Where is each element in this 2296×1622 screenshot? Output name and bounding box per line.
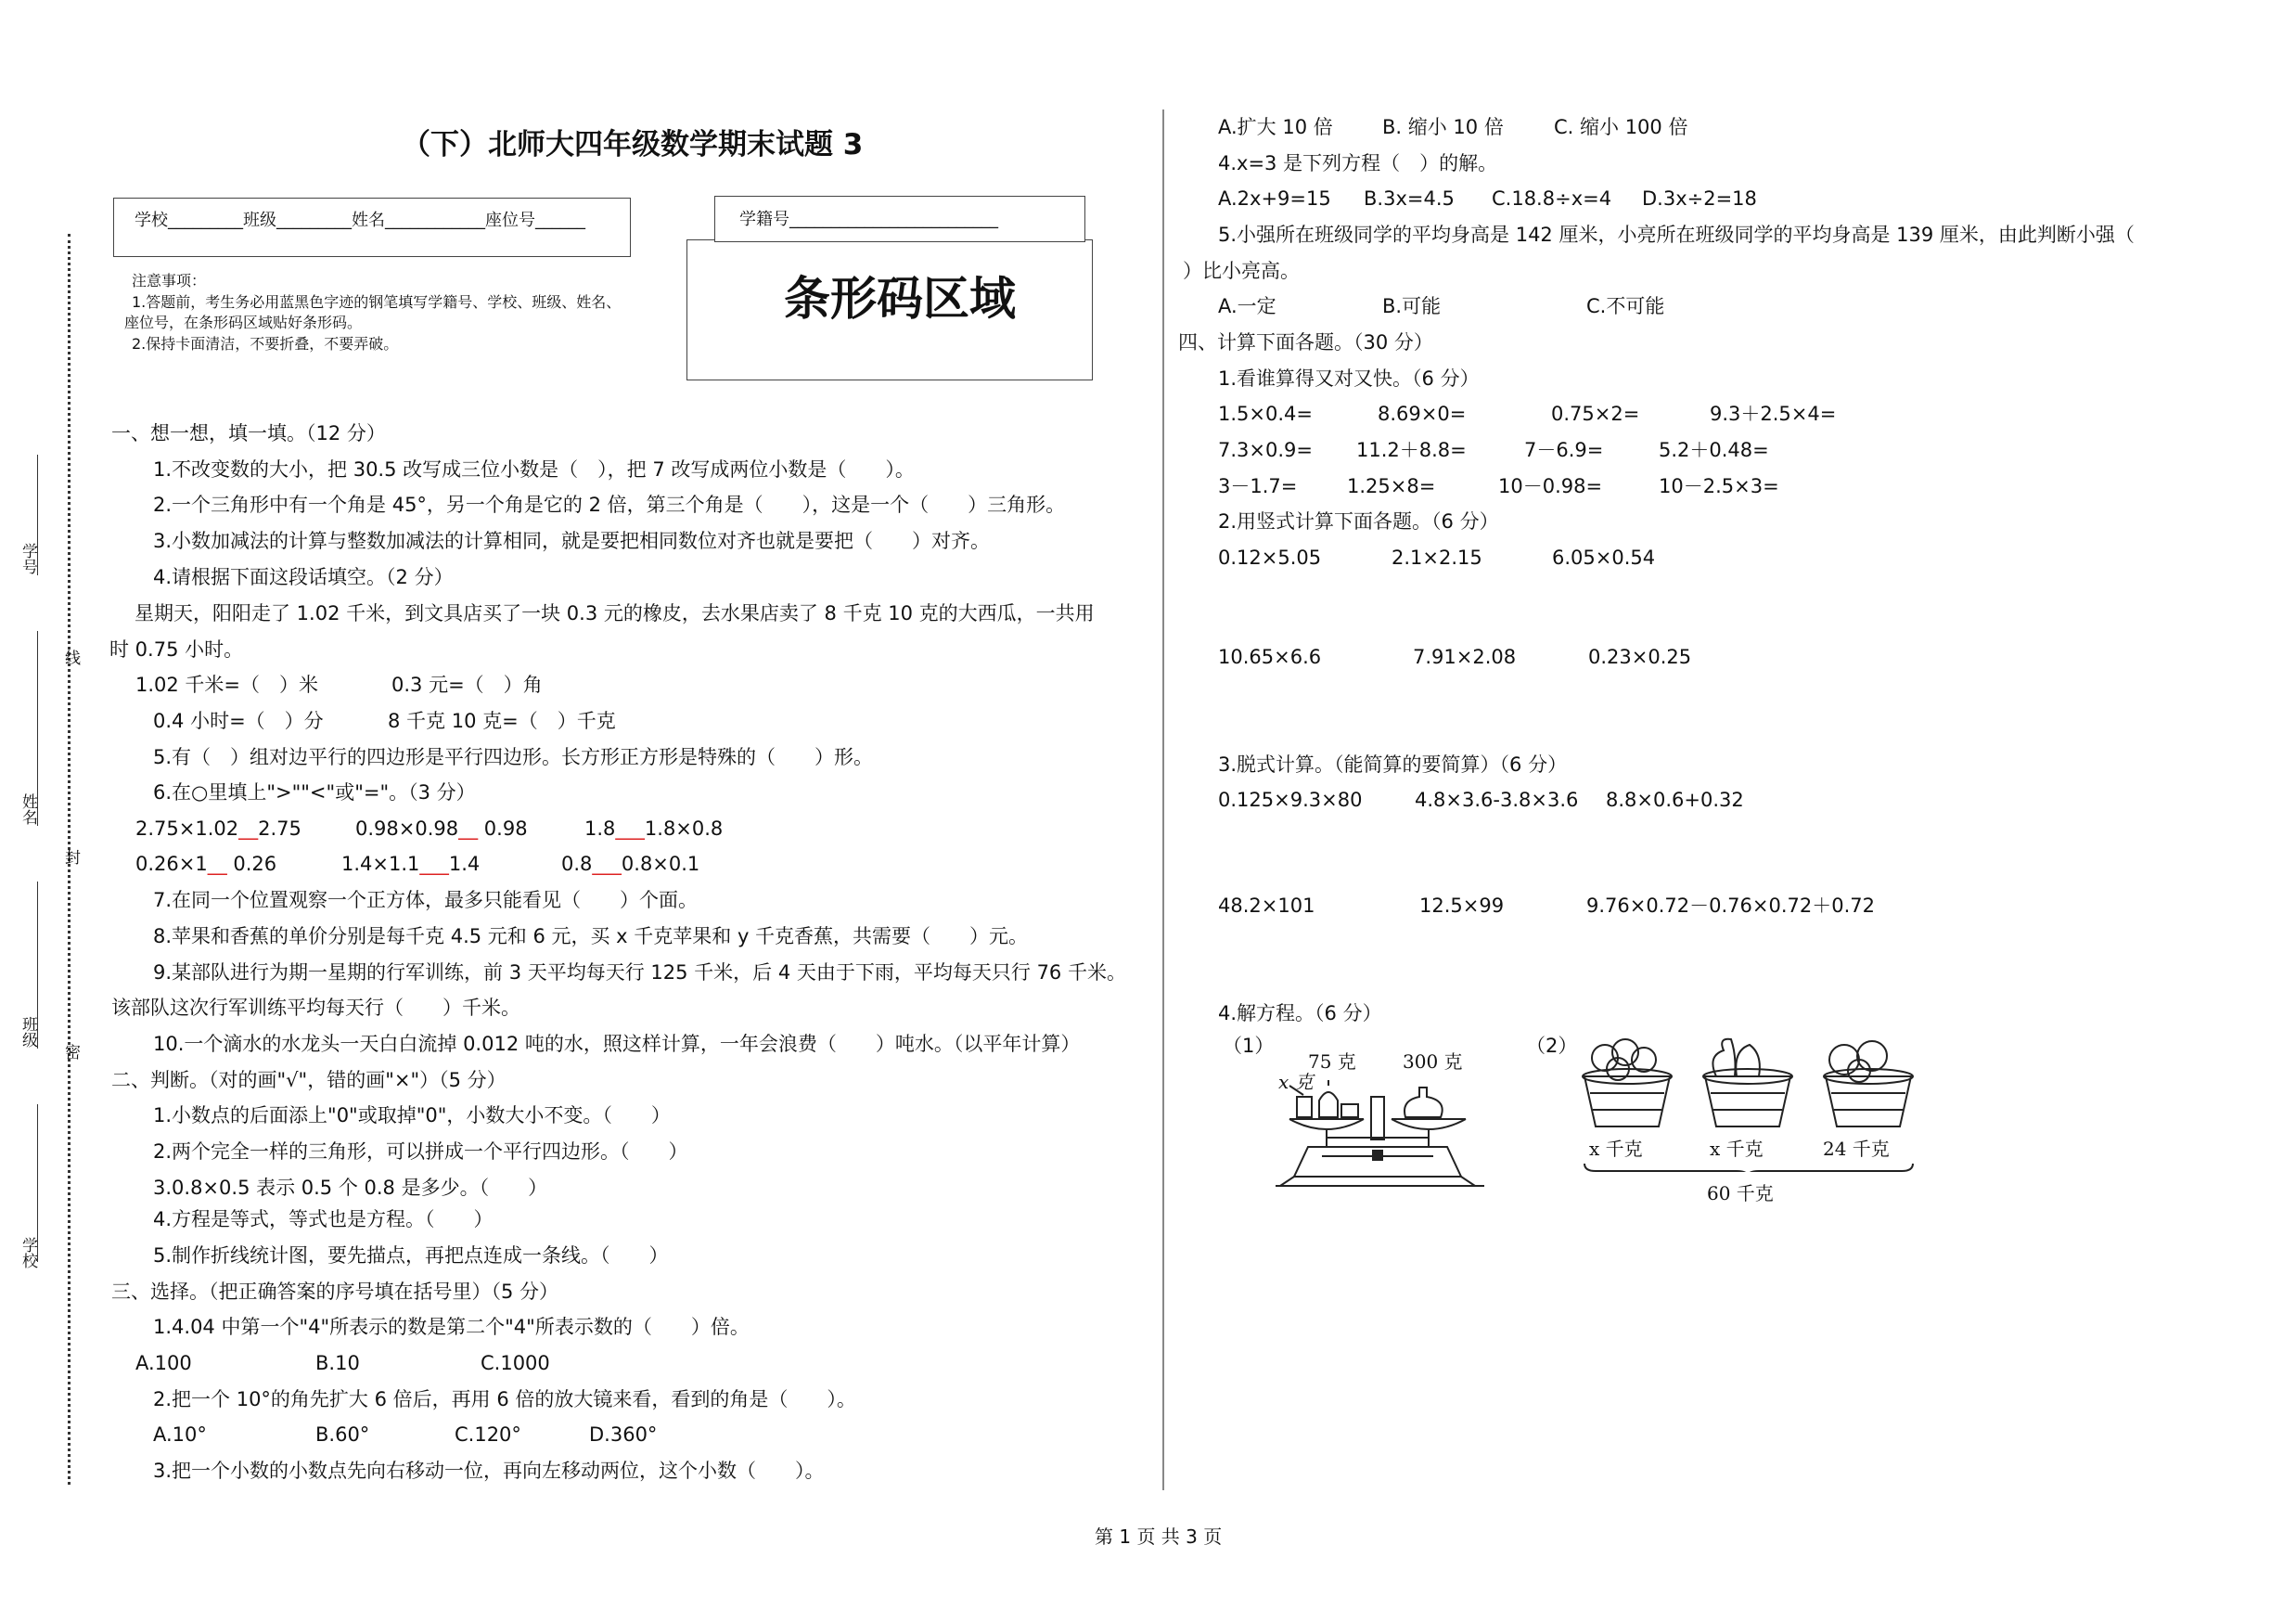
calc-2-r2-2: 7.91×2.08 [1413, 646, 1517, 668]
scale-weight-300: 300 克 [1403, 1050, 1463, 1073]
scale-weight-75: 75 克 [1308, 1050, 1356, 1073]
question-1-4-story-2: 时 0.75 小时。 [109, 638, 244, 661]
choice-2-b[interactable]: B.60° [315, 1423, 370, 1446]
compare-b-left: 0.98×0.98 [355, 817, 459, 840]
calc-4-title: 4.解方程。（6 分） [1218, 1002, 1382, 1024]
calc-2-r2-3: 0.23×0.25 [1588, 646, 1692, 668]
choice-2: 2.把一个 10°的角先扩大 6 倍后，再用 6 倍的放大镜来看，看到的角是（ ）。 [153, 1388, 856, 1410]
compare-f [561, 851, 699, 877]
calc-1-r3-4: 10－2.5×3= [1659, 475, 1779, 497]
section-2-title: 二、判断。（对的画"√"，错的画"×"）（5 分） [111, 1069, 507, 1091]
student-id-field[interactable]: 学籍号_________________________ [739, 210, 998, 229]
compare-b-blank[interactable]: __ [458, 817, 479, 840]
calc-3-r1-3: 8.8×0.6+0.32 [1606, 789, 1744, 811]
judge-2: 2.两个完全一样的三角形，可以拼成一个平行四边形。（ ） [153, 1140, 688, 1163]
calc-1-r3-1: 3－1.7= [1218, 475, 1298, 497]
note-line-1: 1.答题前，考生务必用蓝黑色字迹的钢笔填写学籍号、学校、班级、姓名、 [132, 293, 622, 311]
margin-label-xuehao: 学号 [19, 543, 37, 574]
choice-3-c[interactable]: C. 缩小 100 倍 [1554, 116, 1688, 138]
question-1-6: 6.在○里填上">""<"或"="。（3 分） [153, 781, 476, 804]
compare-e [341, 851, 480, 877]
choice-1: 1.4.04 中第一个"4"所表示的数是第二个"4"所表示数的（ ）倍。 [153, 1316, 750, 1338]
choice-5-c[interactable]: C.不可能 [1586, 295, 1665, 317]
calc-3-r1-2: 4.8×3.6-3.8×3.6 [1415, 789, 1579, 811]
choice-5-line-2: ）比小亮高。 [1183, 260, 1300, 282]
choice-4-a[interactable]: A.2x+9=15 [1218, 187, 1331, 210]
compare-d-left: 0.26×1 [135, 853, 208, 875]
scale-x-label: x 克 [1278, 1071, 1314, 1093]
margin-label-mi: 密 [61, 1044, 80, 1060]
compare-d-blank[interactable]: __ [207, 853, 227, 875]
figure-1-label: （1） [1223, 1035, 1275, 1057]
question-1-8: 8.苹果和香蕉的单价分别是每千克 4.5 元和 6 元，买 x 千克苹果和 y 千克香蕉，共需要（ ）元。 [153, 925, 1029, 947]
compare-c-blank[interactable]: ___ [615, 817, 645, 840]
note-line-3: 2.保持卡面清洁，不要折叠，不要弄破。 [132, 335, 399, 353]
question-1-9-line-1: 9.某部队进行为期一星期的行军训练，前 3 天平均每天行 125 千米，后 4 天由于下雨，平均每天只行 76 千米。 [153, 961, 1126, 984]
judge-1: 1.小数点的后面添上"0"或取掉"0"，小数大小不变。（ ） [153, 1104, 671, 1126]
calc-1-r2-3: 7－6.9= [1524, 439, 1604, 461]
compare-f-right: 0.8×0.1 [621, 853, 700, 875]
calc-1-title: 1.看谁算得又对又快。（6 分） [1218, 367, 1480, 390]
compare-b-right: 0.98 [478, 817, 528, 840]
question-1-4: 4.请根据下面这段话填空。（2 分） [153, 566, 454, 588]
baskets-total-label: 60 千克 [1707, 1182, 1774, 1204]
calc-2-r2-1: 10.65×6.6 [1218, 646, 1322, 668]
calc-1-r2-2: 11.2＋8.8= [1356, 439, 1467, 461]
question-1-4-story-1: 星期天，阳阳走了 1.02 千米，到文具店买了一块 0.3 元的橡皮，去水果店卖了 8 千克 10 克的大西瓜，一共用 [135, 602, 1095, 624]
margin-blank-xuexiao[interactable] [37, 1104, 38, 1262]
calc-1-r2-1: 7.3×0.9= [1218, 439, 1313, 461]
calc-1-r3-3: 10－0.98= [1498, 475, 1603, 497]
page-footer: 第 1 页 共 3 页 [1095, 1525, 1223, 1548]
judge-5: 5.制作折线统计图，要先描点，再把点连成一条线。（ ） [153, 1244, 669, 1267]
compare-e-blank[interactable]: ___ [419, 853, 449, 875]
calc-3-r2-1: 48.2×101 [1218, 895, 1315, 917]
section-4-title: 四、计算下面各题。（30 分） [1178, 331, 1433, 354]
choice-1-c[interactable]: C.1000 [481, 1352, 550, 1374]
margin-blank-xuehao[interactable] [37, 455, 38, 575]
student-id-box [714, 196, 1085, 242]
compare-d-right: 0.26 [226, 853, 277, 875]
compare-c-left: 1.8 [584, 817, 616, 840]
compare-f-left: 0.8 [561, 853, 593, 875]
margin-label-feng: 封 [61, 849, 80, 865]
choice-4-d[interactable]: D.3x÷2=18 [1642, 187, 1757, 210]
question-1-9-line-2: 该部队这次行军训练平均每天行（ ）千米。 [111, 997, 520, 1019]
compare-a-blank[interactable]: __ [238, 817, 259, 840]
compare-e-right: 1.4 [448, 853, 481, 875]
margin-blank-banji[interactable] [37, 882, 38, 1049]
question-1-7: 7.在同一个位置观察一个正方体，最多只能看见（ ）个面。 [153, 889, 699, 911]
choice-4-c[interactable]: C.18.8÷x=4 [1492, 187, 1612, 210]
compare-a-left: 2.75×1.02 [135, 817, 239, 840]
margin-label-xian: 线 [61, 650, 80, 665]
calc-2-r1-3: 6.05×0.54 [1552, 547, 1656, 569]
barcode-label: 条形码区域 [784, 272, 1016, 326]
choice-3-b[interactable]: B. 缩小 10 倍 [1382, 116, 1504, 138]
basket-2-label: x 千克 [1710, 1138, 1764, 1160]
compare-e-left: 1.4×1.1 [341, 853, 420, 875]
calc-3-r2-3: 9.76×0.72－0.76×0.72＋0.72 [1586, 895, 1875, 917]
margin-blank-xingming[interactable] [37, 631, 38, 826]
question-1-10: 10.一个滴水的水龙头一天白白流掉 0.012 吨的水，照这样计算，一年会浪费（ ）吨水。（以平年计算） [153, 1033, 1081, 1055]
calc-3-title: 3.脱式计算。（能简算的要简算）（6 分） [1218, 753, 1568, 776]
calc-2-r1-1: 0.12×5.05 [1218, 547, 1322, 569]
choice-4: 4.x=3 是下列方程（ ）的解。 [1218, 152, 1498, 174]
choice-3: 3.把一个小数的小数点先向右移动一位，再向左移动两位，这个小数（ ）。 [153, 1460, 825, 1482]
choice-4-b[interactable]: B.3x=4.5 [1364, 187, 1455, 210]
section-3-title: 三、选择。（把正确答案的序号填在括号里）（5 分） [111, 1281, 559, 1303]
calc-1-r3-2: 1.25×8= [1347, 475, 1436, 497]
calc-1-r1-1: 1.5×0.4= [1218, 403, 1313, 425]
compare-a-right: 2.75 [258, 817, 301, 840]
question-1-3: 3.小数加减法的计算与整数加减法的计算相同，就是要把相同数位对齐也就是要把（ ）对齐。 [153, 530, 991, 552]
note-line-2: 座位号，在条形码区域贴好条形码。 [124, 314, 363, 331]
compare-d [135, 851, 276, 877]
compare-c-right: 1.8×0.8 [644, 817, 724, 840]
calc-1-r1-2: 8.69×0= [1378, 403, 1467, 425]
question-1-4-a: 1.02 千米=（ ）米 [135, 674, 319, 696]
choice-2-d[interactable]: D.360° [589, 1423, 658, 1446]
notes-title: 注意事项： [132, 272, 207, 290]
choice-2-a[interactable]: A.10° [153, 1423, 207, 1446]
question-1-4-b: 0.3 元=（ ）角 [391, 674, 543, 696]
question-1-5: 5.有（ ）组对边平行的四边形是平行四边形。长方形正方形是特殊的（ ）形。 [153, 746, 874, 768]
choice-1-b[interactable]: B.10 [315, 1352, 360, 1374]
choice-1-a[interactable]: A.100 [135, 1352, 192, 1374]
calc-2-r1-2: 2.1×2.15 [1392, 547, 1482, 569]
judge-3: 3.0.8×0.5 表示 0.5 个 0.8 是多少。（ ） [153, 1177, 548, 1199]
calc-3-r2-2: 12.5×99 [1419, 895, 1505, 917]
basket-1-label: x 千克 [1589, 1138, 1643, 1160]
calc-1-r1-4: 9.3＋2.5×4= [1710, 403, 1837, 425]
compare-c [584, 816, 723, 842]
calc-1-r2-4: 5.2＋0.48= [1659, 439, 1769, 461]
compare-f-blank[interactable]: ___ [592, 853, 622, 875]
choice-5-b[interactable]: B.可能 [1382, 295, 1442, 317]
section-1-title: 一、想一想，填一填。（12 分） [111, 422, 386, 444]
question-1-2: 2.一个三角形中有一个角是 45°，另一个角是它的 2 倍，第三个角是（ ），这是一个（ ）三角形。 [153, 494, 1066, 516]
margin-label-banji: 班级 [19, 1016, 37, 1048]
calc-1-r1-3: 0.75×2= [1551, 403, 1640, 425]
column-divider [1162, 109, 1164, 1490]
page-title: （下）北师大四年级数学期末试题 3 [402, 128, 864, 161]
question-1-1: 1.不改变数的大小，把 30.5 改写成三位小数是（ ），把 7 改写成两位小数是（ ）。 [153, 458, 915, 481]
calc-3-r1-1: 0.125×9.3×80 [1218, 789, 1363, 811]
judge-4: 4.方程是等式，等式也是方程。（ ） [153, 1208, 494, 1230]
margin-label-xuexiao: 学校 [19, 1237, 37, 1268]
question-1-4-c: 0.4 小时=（ ）分 [153, 710, 324, 732]
question-1-4-d: 8 千克 10 克=（ ）千克 [388, 710, 616, 732]
choice-2-c[interactable]: C.120° [455, 1423, 521, 1446]
calc-2-title: 2.用竖式计算下面各题。（6 分） [1218, 510, 1499, 533]
figure-2-label: （2） [1526, 1035, 1578, 1057]
basket-3-label: 24 千克 [1823, 1138, 1890, 1160]
choice-5-line-1: 5.小强所在班级同学的平均身高是 142 厘米，小亮所在班级同学的平均身高是 139 厘米，由此判断小强（ [1218, 224, 2135, 246]
choice-3-a[interactable]: A.扩大 10 倍 [1218, 116, 1333, 138]
compare-b [355, 816, 528, 842]
student-info-box [113, 198, 631, 257]
margin-label-xingming: 姓名 [19, 793, 37, 825]
compare-a [135, 816, 301, 842]
choice-5-a[interactable]: A.一定 [1218, 295, 1276, 317]
student-info-line[interactable]: 学校_________班级_________姓名____________座位号______ [135, 211, 585, 230]
left-pan [1289, 1119, 1364, 1129]
